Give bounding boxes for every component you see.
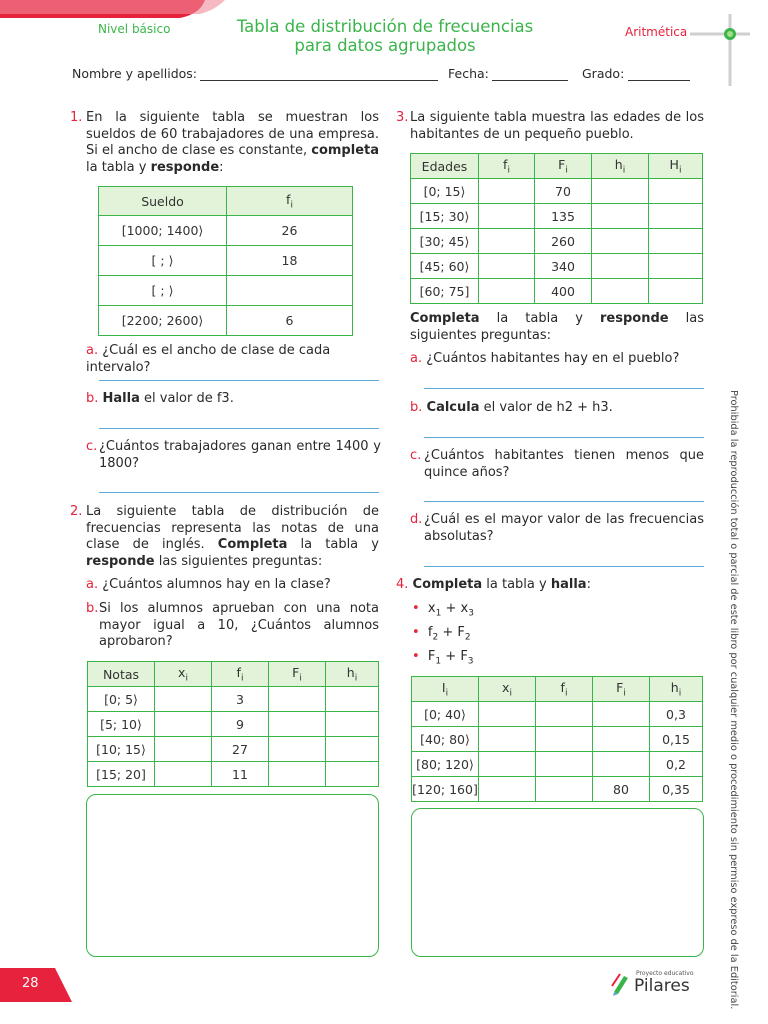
problem-4-answer-box[interactable] xyxy=(411,808,704,957)
problem-1-table xyxy=(98,186,353,336)
subject-label: Aritmética xyxy=(625,25,688,39)
table-header: $I_i$ xyxy=(412,677,479,702)
problem-4-table xyxy=(411,676,703,802)
name-label: Nombre y apellidos: xyxy=(72,66,198,81)
copyright-side-note: Prohibida la reproducción total o parcial de este libro por cualquier medio o procedimiento sin permiso expreso de la Editorial. xyxy=(728,390,739,1010)
grade-label: Grado: xyxy=(582,66,625,81)
table-header: $h_i$ xyxy=(592,154,649,179)
answer-line[interactable] xyxy=(424,566,704,567)
table-row: [ ; ⟩ 18 xyxy=(99,246,353,276)
table-row: [40; 80⟩ 0,15 xyxy=(412,727,703,752)
answer-line[interactable] xyxy=(99,428,379,429)
problem-2-table xyxy=(87,661,379,787)
problem-3-question-b: b. Calcula el valor de h2 + h3. xyxy=(410,400,613,415)
name-field[interactable] xyxy=(200,80,438,81)
table-row: [0; 5⟩ 3 xyxy=(88,687,379,712)
problem-4-text: 4. Completa la tabla y halla: xyxy=(396,577,591,592)
page-title: Tabla de distribución de frecuencias para datos agrupados xyxy=(236,17,534,55)
table-header: Edades xyxy=(411,154,479,179)
table-header: Sueldo xyxy=(99,187,227,216)
table-row: [2200; 2600⟩ 6 xyxy=(99,306,353,336)
table-header: $x_i$ xyxy=(479,677,536,702)
table-row: [1000; 1400⟩ 26 xyxy=(99,216,353,246)
table-row: [15; 30⟩ 135 xyxy=(411,204,703,229)
problem-3-text: 3. La siguiente tabla muestra las edades de los habitantes de un pequeño pueblo. xyxy=(396,110,704,142)
table-header: $f_i$ xyxy=(227,187,353,216)
problem-2-question-a: a. ¿Cuántos alumnos hay en la clase? xyxy=(86,577,331,592)
table-row: [15; 20] 11 xyxy=(88,762,379,787)
table-header: $h_i$ xyxy=(650,677,703,702)
table-header: $x_i$ xyxy=(155,662,212,687)
answer-line[interactable] xyxy=(424,501,704,502)
table-row: [0; 40⟩ 0,3 xyxy=(412,702,703,727)
table-row: [60; 75] 400 xyxy=(411,279,703,304)
problem-2-question-b: b. Si los alumnos aprueban con una nota mayor igual a 10, ¿Cuántos alumnos aprobaron? xyxy=(86,601,379,649)
table-row: [10; 15⟩ 27 xyxy=(88,737,379,762)
logo-tagline: Proyecto educativo xyxy=(636,970,694,977)
table-row: [45; 60⟩ 340 xyxy=(411,254,703,279)
pencil-logo-icon xyxy=(610,972,632,996)
problem-1-question-b: b. Halla el valor de f3. xyxy=(86,391,234,406)
list-item: • $x_1 + x_3$ xyxy=(412,601,474,619)
table-header: $f_i$ xyxy=(536,677,593,702)
problem-3-instruction: Completa la tabla y responde las siguientes preguntas: xyxy=(410,311,705,343)
table-row: [5; 10⟩ 9 xyxy=(88,712,379,737)
problem-2-text: 2. La siguiente tabla de distribución de frecuencias representa las notas de una clase de inglés. Completa la tabla y responde las siguientes preguntas: xyxy=(70,504,379,569)
table-row: [30; 45⟩ 260 xyxy=(411,229,703,254)
level-label: Nivel básico xyxy=(98,22,171,36)
answer-line[interactable] xyxy=(424,388,704,389)
table-header: $F_i$ xyxy=(269,662,326,687)
problem-2-answer-box[interactable] xyxy=(86,794,379,957)
table-header: $F_i$ xyxy=(593,677,650,702)
table-header: $F_i$ xyxy=(535,154,592,179)
problem-3-table xyxy=(410,153,703,304)
table-header: $f_i$ xyxy=(479,154,535,179)
table-header: $f_i$ xyxy=(212,662,269,687)
answer-line[interactable] xyxy=(424,437,704,438)
table-row: [120; 160] 80 0,35 xyxy=(412,777,703,802)
answer-line[interactable] xyxy=(99,492,379,493)
list-item: • $f_2 + F_2$ xyxy=(412,625,471,643)
problem-1-question-a: a. ¿Cuál es el ancho de clase de cada intervalo? xyxy=(86,343,331,375)
problem-3-question-d: d. ¿Cuál es el mayor valor de las frecuencias absolutas? xyxy=(410,512,704,544)
problem-3-question-a: a. ¿Cuántos habitantes hay en el pueblo? xyxy=(410,351,680,366)
problem-1-question-c: c. ¿Cuántos trabajadores ganan entre 1400 y 1800? xyxy=(86,439,381,471)
problem-1-text: 1. En la siguiente tabla se muestran los sueldos de 60 trabajadores de una empresa. Si el ancho de clase es constante, completa la tabla y responde: xyxy=(70,110,379,175)
crosshair-decoration xyxy=(690,14,750,86)
problem-4-bullets xyxy=(412,601,612,673)
logo-name: Pilares xyxy=(634,976,690,996)
grade-field[interactable] xyxy=(628,80,690,81)
table-row: [0; 15⟩ 70 xyxy=(411,179,703,204)
date-field[interactable] xyxy=(492,80,568,81)
table-header: Notas xyxy=(88,662,155,687)
table-row: [ ; ⟩ xyxy=(99,276,353,306)
table-header: $H_i$ xyxy=(649,154,703,179)
problem-3-question-c: c. ¿Cuántos habitantes tienen menos que quince años? xyxy=(410,448,704,480)
table-header: $h_i$ xyxy=(326,662,379,687)
answer-line[interactable] xyxy=(99,380,379,381)
publisher-logo xyxy=(610,970,700,1000)
date-label: Fecha: xyxy=(448,66,489,81)
list-item: • $F_1 + F_3$ xyxy=(412,649,474,667)
page-number: 28 xyxy=(22,976,39,991)
table-row: [80; 120⟩ 0,2 xyxy=(412,752,703,777)
